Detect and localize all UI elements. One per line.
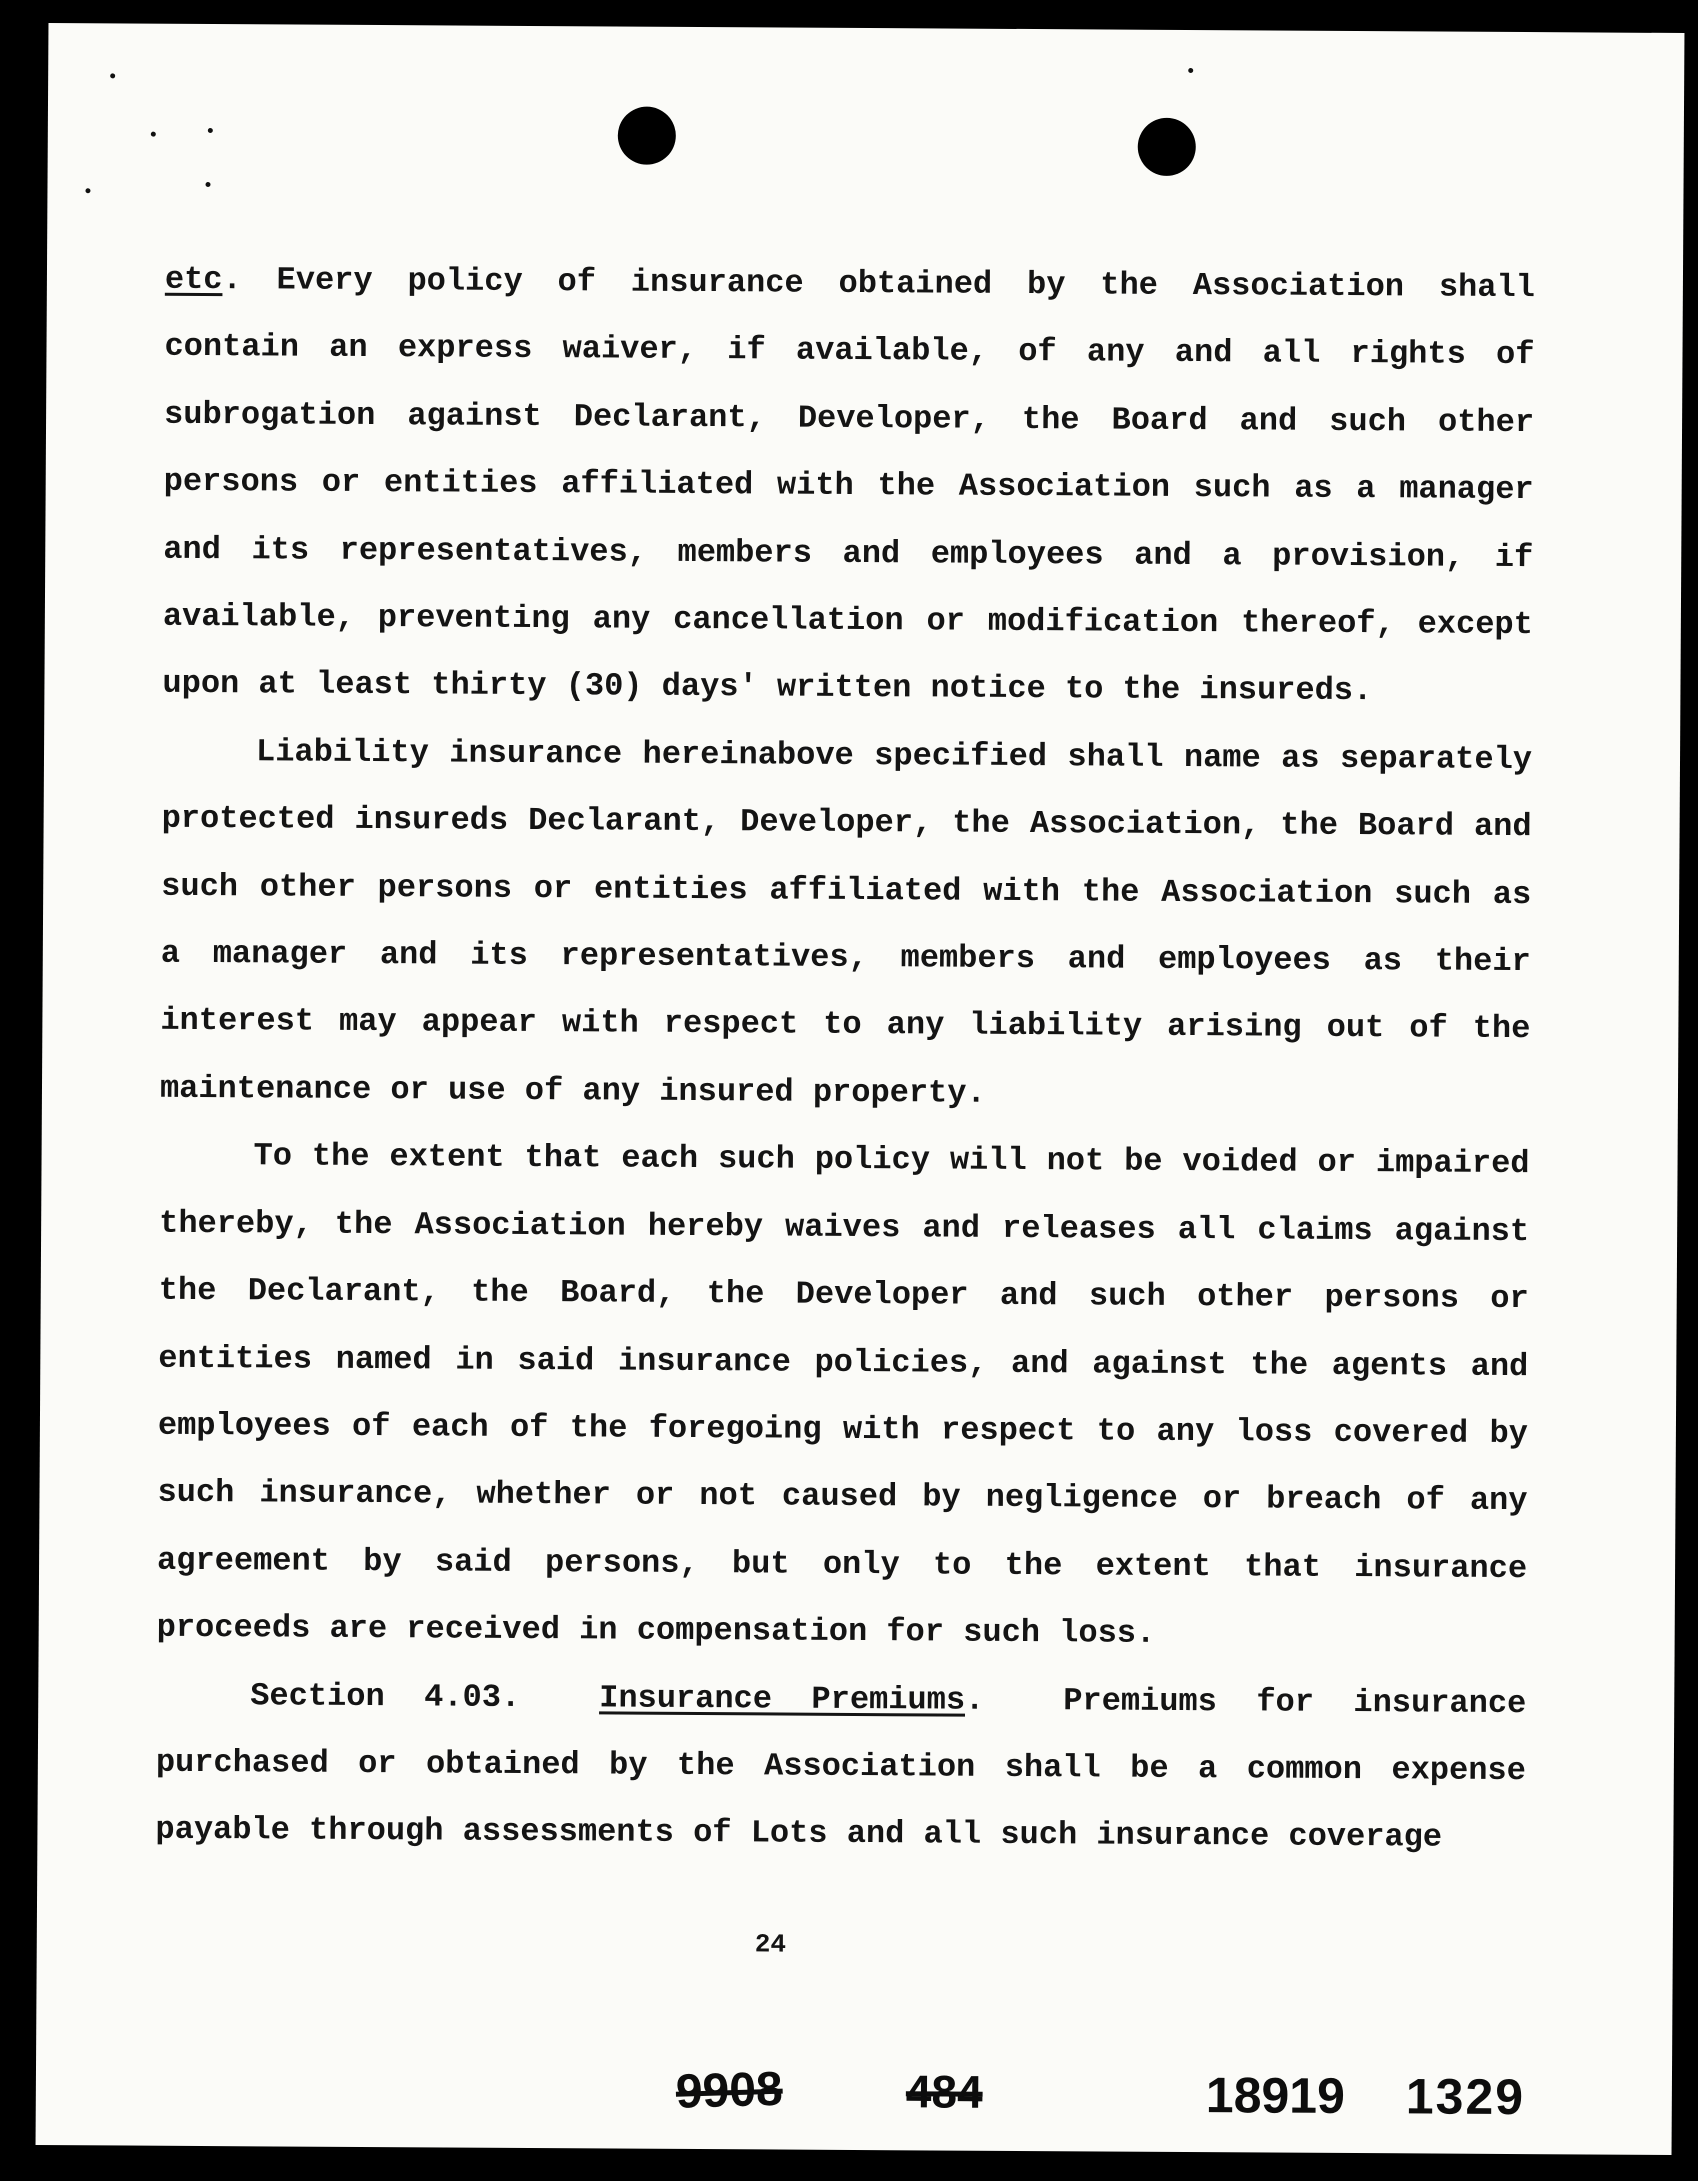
section-heading: Insurance Premiums xyxy=(599,1678,966,1719)
document-body xyxy=(155,246,1535,1872)
scan-speck xyxy=(1188,68,1193,73)
paragraph-release: To the extent that each such policy will not be voided or impaired thereby, the Association hereby waives and releases all claims against the Declarant, the Board, the Developer and such other persons or entities named in said insurance policies, and against the agents and employees of each of the foregoing with respect to any loss covered by such insurance, whether or not caused by negligence or breach of any agreement by said persons, but only to the extent that insurance proceeds are received in compensation for such loss. xyxy=(156,1137,1530,1652)
recording-stamp-struck-b: 484 xyxy=(905,2065,983,2118)
page-number: 24 xyxy=(754,1929,787,1960)
document-page xyxy=(36,23,1685,2155)
scan-speck xyxy=(110,73,115,78)
recording-stamp-struck-a: 9908 xyxy=(675,2062,784,2119)
recording-stamp-page: 1329 xyxy=(1405,2068,1526,2126)
paragraph-waiver xyxy=(162,246,1535,726)
section-text: Premiums for insurance purchased or obtained by the Association shall be a common expense payable through assessments of Lots and all such insurance coverage xyxy=(155,1681,1527,1856)
section-4-03 xyxy=(155,1661,1526,1872)
punch-hole-left xyxy=(618,107,676,165)
paragraph-liability: Liability insurance hereinabove specified shall name as separately protected insureds Declarant, Developer, the Association, the Board and such other persons or entities affiliated with the Association such as a manager and its representatives, members and employees as their interest may appear with respect to any liability arising out of the maintenance or use of any insured property. xyxy=(159,733,1533,1112)
recording-stamp-book: 18919 xyxy=(1205,2067,1346,2124)
section-heading-end: . xyxy=(964,1681,985,1719)
scan-speck xyxy=(85,188,90,193)
paragraph-waiver-text: . Every policy of insurance obtained by the Association shall contain an express waiver, if available, of any and all rights of subrogation against Declarant, Developer, the Board and such other persons or entities affiliated with the Association such as a manager and its representatives, members and employees and a provision, if available, preventing any cancellation or modification thereof, except upon at least thirty (30) days' written notice to the insureds. xyxy=(162,261,1536,710)
etc-underlined: etc xyxy=(164,260,223,299)
scan-speck xyxy=(208,128,213,133)
scan-speck xyxy=(151,132,156,137)
punch-hole-right xyxy=(1138,118,1196,176)
section-number: Section 4.03. xyxy=(250,1676,521,1716)
scan-speck xyxy=(205,182,210,187)
